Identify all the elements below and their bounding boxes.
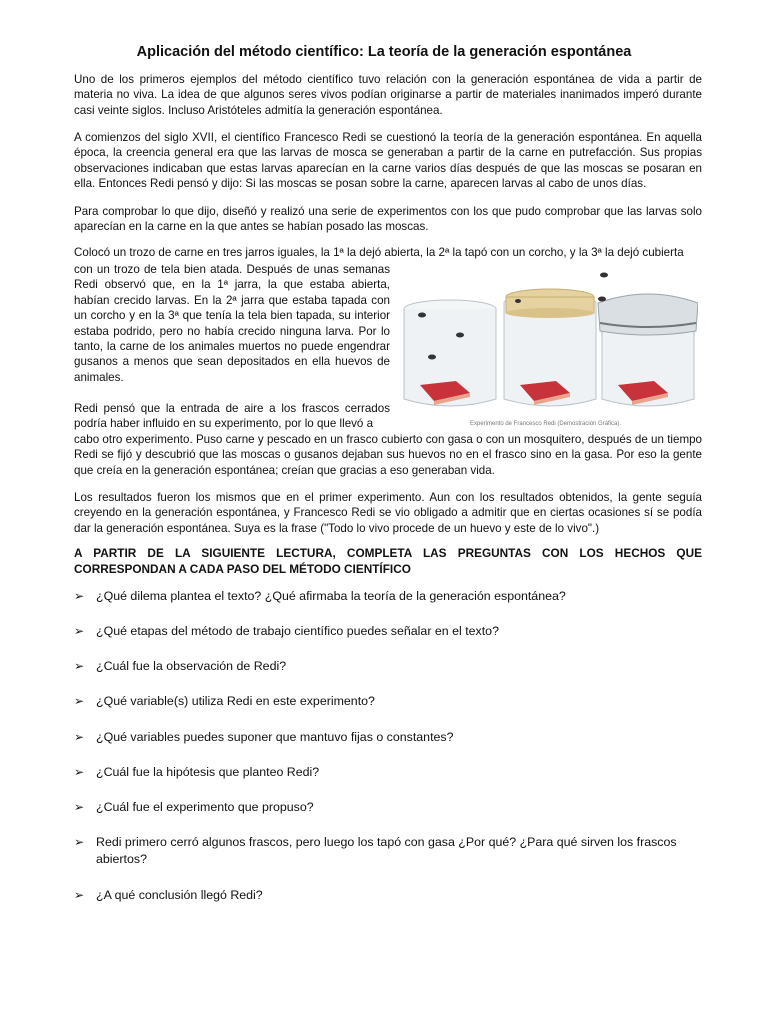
paragraph-jars-results: con un trozo de tela bien atada. Después de unas semanas Redi observó que, en la 1ª jarra, la que estaba abierta, habían crecido larvas. En la 2ª jarra que estaba tapada con un corcho y en la 3ª que tenía la tela bien tapada, su interior estaba podrido, pero no había crecido ninguna larva. Por lo tanto, la carne de los animales muertos no puede engendrar gusanos a menos que sean depositados en ella huevos de animales.	[74, 263, 390, 384]
question-text: ¿Qué variable(s) utiliza Redi en este experimento?	[96, 694, 375, 708]
bullet-arrow-icon: ➢	[74, 888, 85, 902]
bullet-arrow-icon: ➢	[74, 730, 85, 744]
paragraph-gauze-experiment: cabo otro experimento. Puso carne y pescado en un frasco cubierto con gasa o con un mosquitero, después de un tiempo Redi se fijó y descubrió que las moscas o gusanos dejaban sus huevos no en el frasco sino en la gasa. Por eso la gente que creía en la generación espontánea; creían que gracias a eso generaban vida.	[74, 433, 702, 477]
question-text: ¿A qué conclusión llegó Redi?	[96, 888, 263, 902]
paragraph-jars-first-line: Colocó un trozo de carne en tres jarros iguales, la 1ª la dejó abierta, la 2ª la tapó con un corcho, y la 3ª la dejó cubierta	[74, 246, 684, 259]
bullet-arrow-icon: ➢	[74, 589, 85, 603]
redi-experiment-illustration	[398, 263, 698, 415]
bullet-arrow-icon: ➢	[74, 765, 85, 779]
bullet-arrow-icon: ➢	[74, 694, 85, 708]
cloth-jar	[598, 294, 698, 406]
bullet-arrow-icon: ➢	[74, 659, 85, 673]
bullet-arrow-icon: ➢	[74, 835, 85, 849]
instructions-heading: A PARTIR DE LA SIGUIENTE LECTURA, COMPLETA LAS PREGUNTAS CON LOS HECHOS QUE CORRESPONDAN A CADA PASO DEL MÉTODO CIENTÍFICO	[74, 546, 702, 576]
question-text: ¿Cuál fue el experimento que propuso?	[96, 800, 314, 814]
figure-caption: Experimento de Francesco Redi (Demostración Gráfica).	[470, 421, 622, 427]
question-text: ¿Cuál fue la observación de Redi?	[96, 659, 287, 673]
question-text: ¿Qué variables puedes suponer que mantuvo fijas o constantes?	[96, 730, 454, 744]
paragraph-results: Los resultados fueron los mismos que en el primer experimento. Aun con los resultados obtenidos, la gente seguía creyendo en la generación espontánea, y Francesco Redi se vio obligado a admitir que en ciertas ocasiones sí se podía dar la generación espontánea. Suya es la frase ("Todo lo vivo procede de un huevo y este de lo vivo".)	[74, 491, 702, 535]
open-jar	[404, 300, 496, 406]
paragraph-redi-question: A comienzos del siglo XVII, el científico Francesco Redi se cuestionó la teoría de la generación espontánea. En aquella época, la creencia general era que las larvas de mosca se generaban a partir de la carne en putrefacción. Sus propias observaciones indicaban que estas larvas aparecían en la carne varios días después de que las moscas se posaran en ella. Entonces Redi pensó y dijo: Si las moscas se posan sobre la carne, aparecen larvas al cabo de unos días.	[74, 131, 702, 191]
paragraph-intro: Uno de los primeros ejemplos del método científico tuvo relación con la generación espontánea de vida a partir de materia no viva. La idea de que algunos seres vivos podían originarse a partir de materiales inanimados imperó durante casi veinte siglos. Incluso Aristóteles admitía la generación espontánea.	[74, 73, 702, 117]
bullet-arrow-icon: ➢	[74, 800, 85, 814]
document-title: Aplicación del método científico: La teoría de la generación espontánea	[136, 44, 632, 60]
cloth-icon	[598, 294, 698, 335]
question-text: ¿Qué etapas del método de trabajo científico puedes señalar en el texto?	[96, 624, 499, 638]
paragraph-experiments: Para comprobar lo que dijo, diseñó y realizó una serie de experimentos con los que pudo comprobar que las larvas solo aparecían en la carne en la que antes se habían posado las moscas.	[74, 205, 702, 234]
bullet-arrow-icon: ➢	[74, 624, 85, 638]
question-text: ¿Qué dilema plantea el texto? ¿Qué afirmaba la teoría de la generación espontánea?	[96, 589, 566, 603]
cork-jar	[504, 289, 596, 406]
question-text: Redi primero cerró algunos frascos, pero luego los tapó con gasa ¿Por qué? ¿Para qué sirven los frascos abiertos?	[96, 835, 677, 866]
paragraph-air-hypothesis: Redi pensó que la entrada de aire a los frascos cerrados podría haber influido en su experimento, por lo que llevó a	[74, 402, 390, 431]
question-text: ¿Cuál fue la hipótesis que planteo Redi?	[96, 765, 320, 779]
